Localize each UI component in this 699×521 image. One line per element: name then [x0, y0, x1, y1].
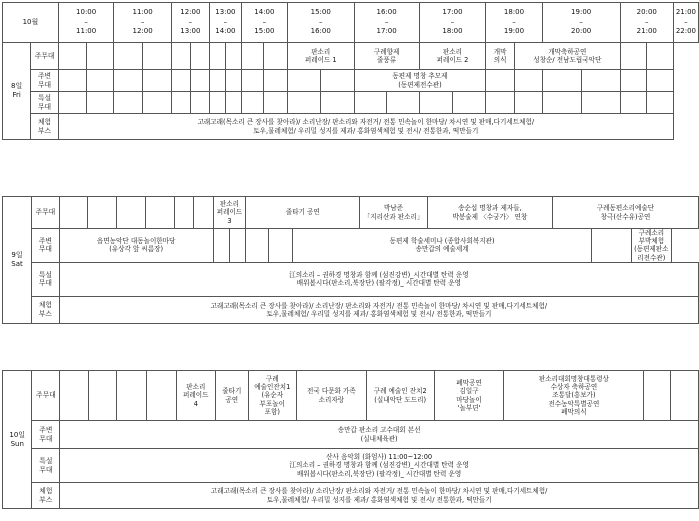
event-song-sunseop: 송순섭 명창과 제자들, 박봉술제 〈수궁가〉 연창	[427, 197, 552, 229]
event-memorial: 동편제 명창 추모제 (동편제전수관)	[354, 70, 486, 92]
schedule-table-day10	[2, 370, 699, 509]
event-pansori-parade-4: 판소리 퍼레이드 4	[176, 371, 215, 421]
time-slot-header: 19:00 – 20:00	[542, 3, 620, 43]
booth-activities: 고래고래(목소리 큰 장사를 찾아라)/ 소리난장/ 판소리와 자전거/ 전통 민속놀이 한마당/ 차시연 및 판매,다기세트체험/ 토우,물레체험/ 우리밀 성지를 제과/ 홍화염색체험 및 전시/ 전통한과, 떡만들기	[59, 296, 698, 323]
event-rhythm-experience: 구례소리 부박체험 (동편제판소 리전수관)	[632, 229, 671, 263]
event-eupmyeon-nongak: 읍면농악단 대동놀이한마당 (유상각 앞 씨름장)	[59, 229, 213, 263]
event-award-performance: 판소리대회명창대통령상 수상자 축하공연 조통달(흥보가) 전수농악특별공연 폐막의식	[504, 371, 644, 421]
schedule-table-day9	[2, 196, 699, 324]
special-stage-activities: 江의소리 – 권하경 명창과 함께 (섬진강변)_시간대별 탄력 운영 배워봅시다(판소리,북장단) (팔각정)_ 시간대별 탄력 운영	[59, 262, 698, 296]
booth-activities: 고래고래(목소리 큰 장사를 찾아라)/ 소리난장/ 판소리와 자전거/ 전통 민속놀이 한마당/ 차시연 및 판매,다기세트체험/ 토우,물레체험/ 우리밀 성지를 제과/ 홍화염색체험 및 전시/ 전통한과, 떡만들기	[58, 114, 673, 140]
event-gurye-art-troupe: 구례동편소리예술단 창극(산수유)공연	[552, 197, 698, 229]
venue-booth-label: 체험 부스	[32, 296, 60, 323]
special-stage-activities: 산사 음악회 (화엄사) 11:00~12:00 江의소리 – 권하경 명창과 함께 (섬진강변)_시간대별 탄력 운영 배워봅시다(판소리,북장단) (팔각정)_ 시간대별 탄력 운영	[60, 449, 699, 483]
event-opening-ceremony: 개막 의식	[486, 43, 515, 70]
venue-main-label: 주무대	[32, 371, 60, 421]
day-label: 9일 Sat	[3, 197, 32, 324]
booth-activities: 고래고래(목소리 큰 장사를 찾아라)/ 소리난장/ 판소리와 자전거/ 전통 민속놀이 한마당/ 차시연 및 판매,다기세트체험/ 토우,물레체험/ 우리밀 성지를 제과/ 홍화염색체험 및 전시/ 전통한과, 떡만들기	[60, 483, 699, 509]
time-slot-header: 18:00 – 19:00	[486, 3, 542, 43]
event-gurye-artists-2: 구례 예술인 잔치2 (실내악단 도드리)	[366, 371, 434, 421]
venue-booth-label: 체험 부스	[32, 483, 60, 509]
time-slot-header: 13:00 – 14:00	[209, 3, 241, 43]
day-label: 8일 Fri	[3, 43, 31, 140]
event-bakyangjun: 박남준 「지리산과 판소리」	[360, 197, 428, 229]
venue-side-label: 주변 무대	[32, 421, 60, 449]
event-pansori-parade-1: 판소리 퍼레이드 1	[287, 43, 354, 70]
venue-special-label: 특설 무대	[32, 262, 60, 296]
month-header: 10월	[3, 3, 59, 43]
event-jultagi: 줄타기 공연	[246, 197, 360, 229]
event-opening-show: 개막축하공연 성창순/ 전남도립국악단	[514, 43, 620, 70]
venue-booth-label: 체험 부스	[31, 114, 59, 140]
event-pansori-parade-2: 판소리 퍼레이드 2	[419, 43, 486, 70]
event-jultagi: 줄타기 공연	[216, 371, 248, 421]
time-slot-header: 17:00 – 18:00	[419, 3, 486, 43]
time-slot-header: 20:00 – 21:00	[620, 3, 673, 43]
time-slot-header: 11:00 – 12:00	[114, 3, 171, 43]
time-slot-header: 12:00 – 13:00	[171, 3, 209, 43]
event-pansori-parade-3: 판소리 퍼레이드 3	[213, 197, 246, 229]
venue-main-label: 주무대	[31, 43, 59, 70]
venue-side-label: 주변 무대	[32, 229, 60, 263]
time-slot-header: 21:00 – 22:00	[673, 3, 698, 43]
event-gurye-artists-1: 구례 예술인잔치1 (유순자 부포놀이 포함)	[248, 371, 297, 421]
time-slot-header: 16:00 – 17:00	[354, 3, 419, 43]
event-gurye-julpungryu: 구례향제 줄풍류	[354, 43, 419, 70]
venue-side-label: 주변 무대	[31, 70, 59, 92]
time-slot-header: 15:00 – 16:00	[287, 3, 354, 43]
venue-main-label: 주무대	[32, 197, 60, 229]
time-slot-header: 14:00 – 15:00	[241, 3, 287, 43]
day-label: 10일 Sun	[3, 371, 32, 509]
time-slot-header: 10:00 – 11:00	[58, 3, 114, 43]
event-closing-show: 폐막공연 김일구 마당놀이 '놀부뎐'	[434, 371, 504, 421]
event-gosu-contest: 송만갑 판소리 고수대회 본선 (실내체육관)	[60, 421, 699, 449]
venue-special-label: 특설 무대	[31, 92, 59, 114]
venue-special-label: 특설 무대	[32, 449, 60, 483]
event-seminar: 동편제 학술세미나 (종합사회복지관) 송만갑의 예술세계	[292, 229, 592, 263]
schedule-table-day8	[2, 2, 699, 140]
event-multicultural-family: 전국 다문화 가족 소리자랑	[297, 371, 367, 421]
